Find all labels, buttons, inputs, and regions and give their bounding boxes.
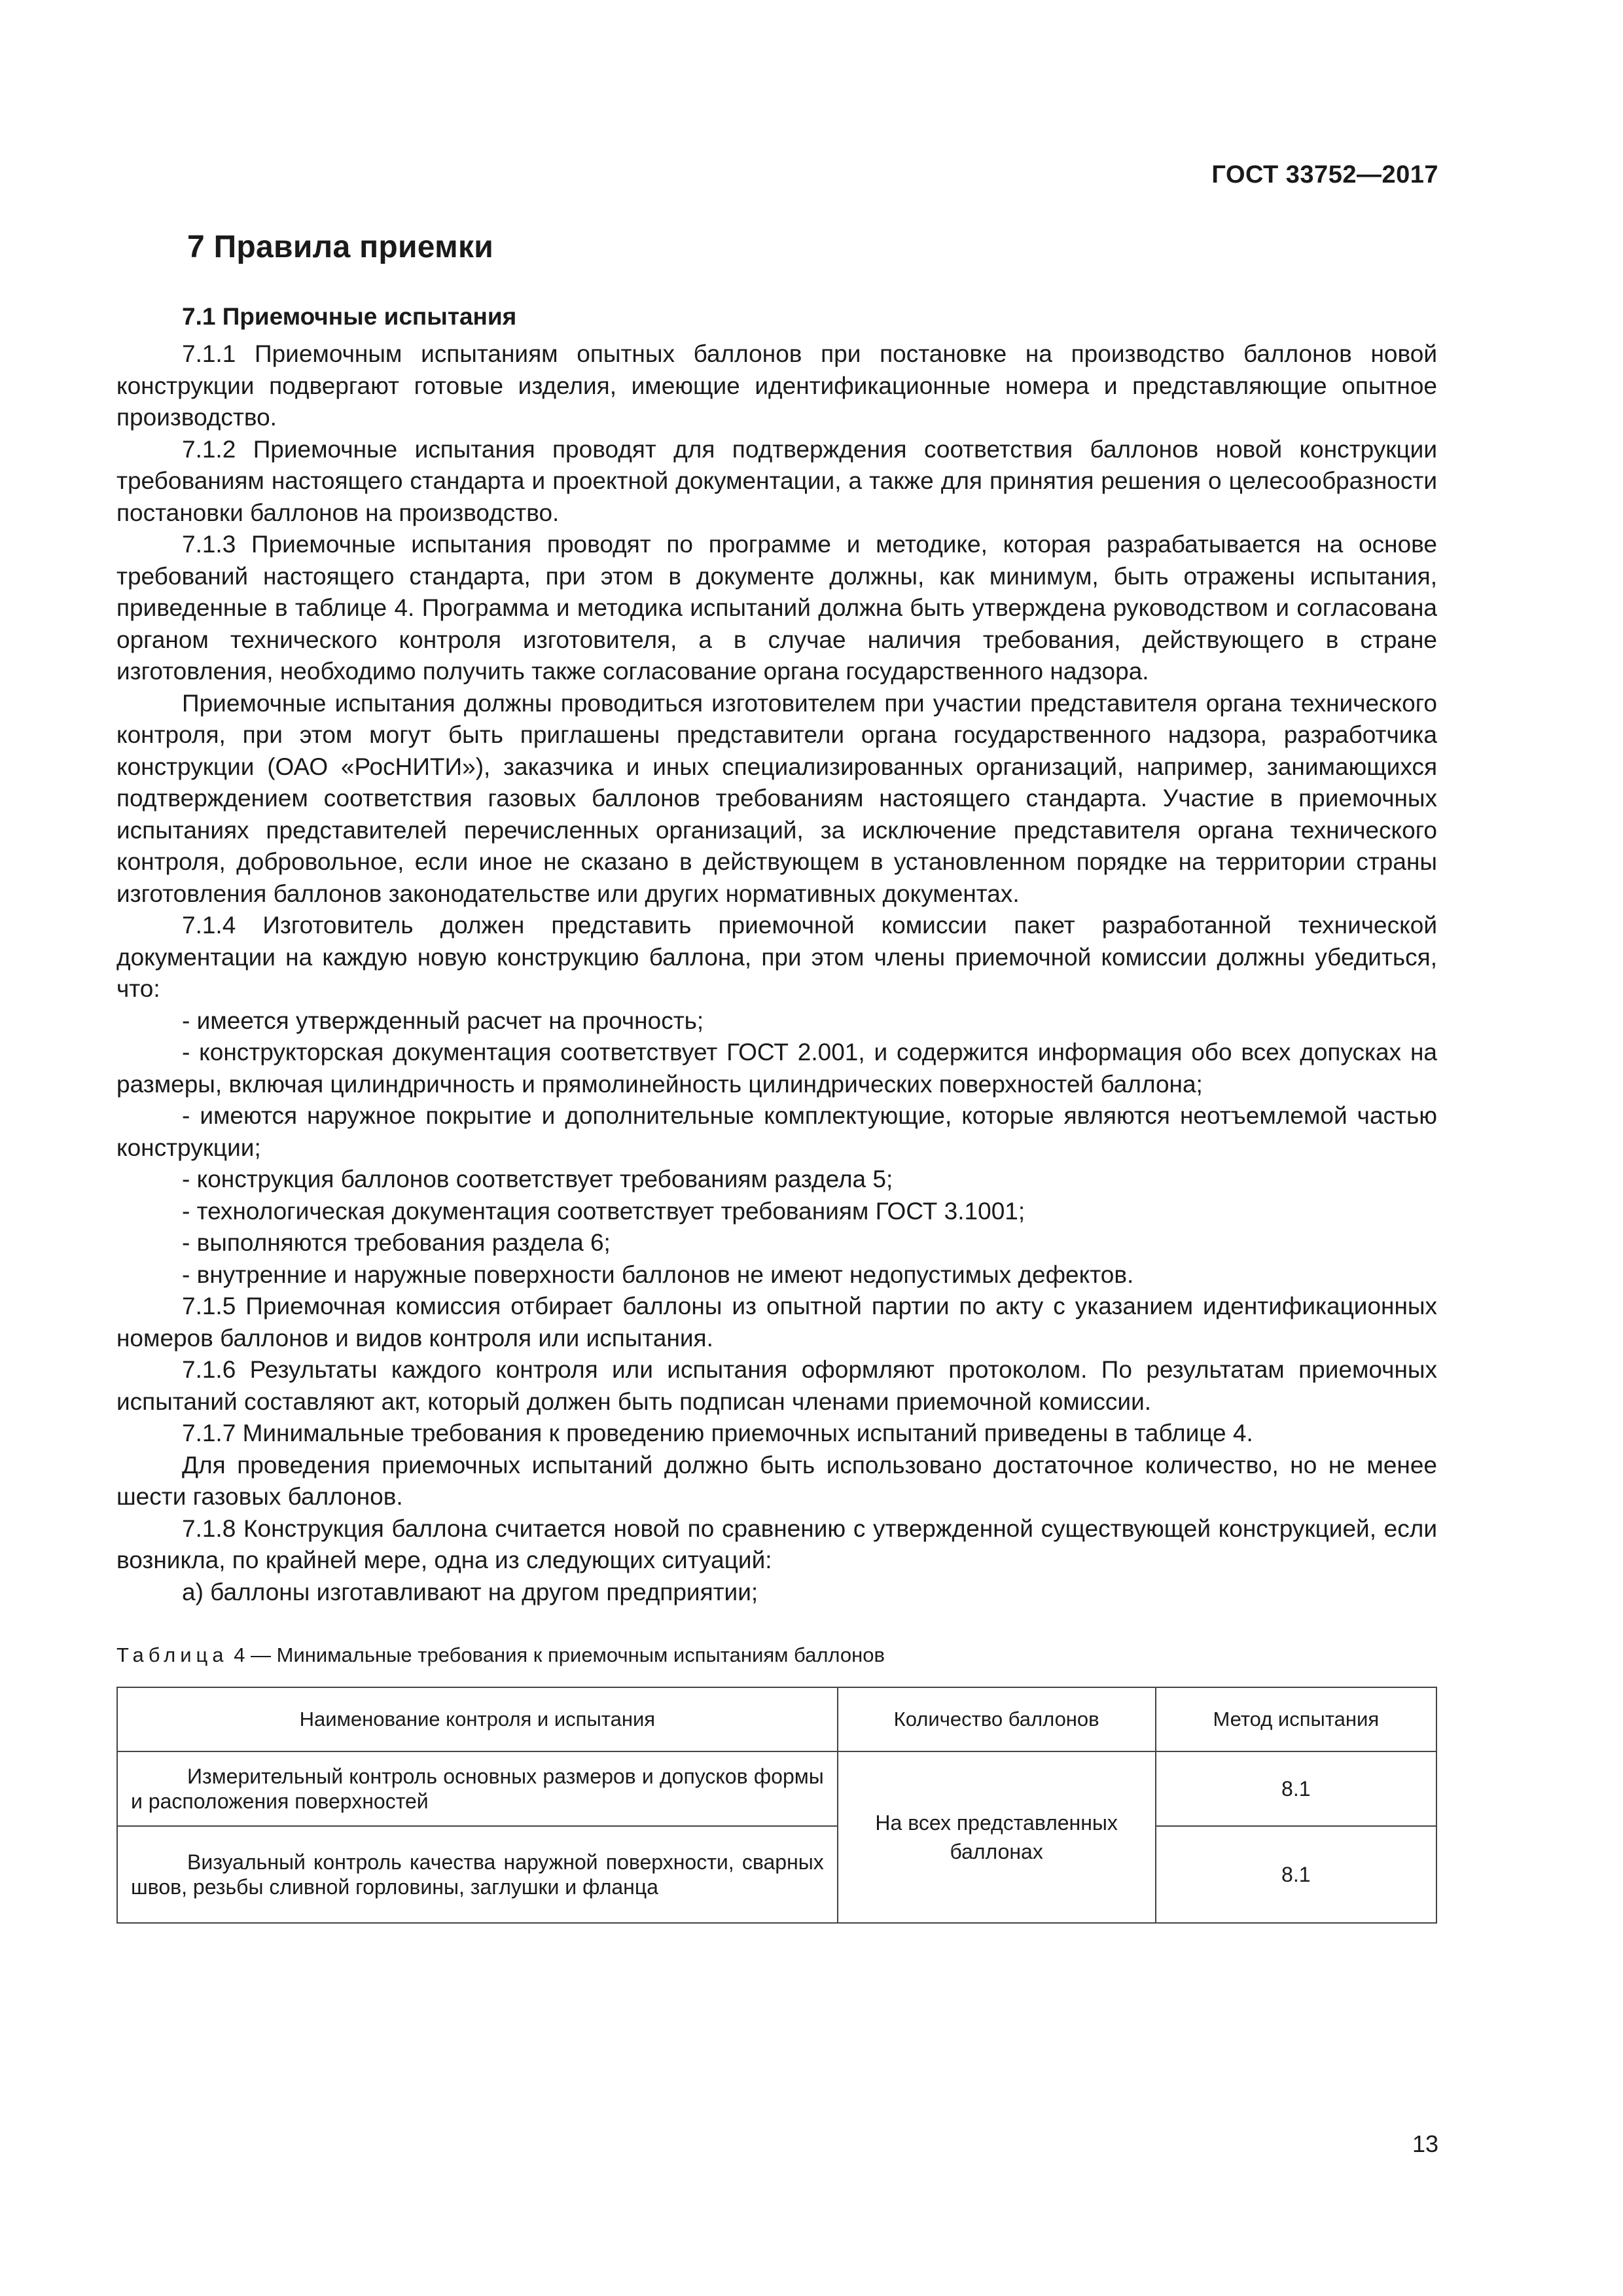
paragraph: Приемочные испытания должны проводиться изготовителем при участии представителя органа технического контроля, при этом могут быть приглашены представители органа государственного надзора, разработчика конструкции (ОАО «РосНИТИ»), заказчика и иных специализированных организаций, например, занимающихся подтверждением соответствия газовых баллонов требованиям настоящего стандарта. Участие в приемочных испытаниях представителей перечисленных организаций, за исключение представителя органа технического контроля, добровольное, если иное не сказано в действующем в установленном порядке на территории страны изготовления баллонов законодательстве или других нормативных документах.	[116, 689, 1437, 907]
quantity-cell: На всех представленных баллонах	[838, 1751, 1156, 1923]
paragraph-list	[116, 338, 1437, 1608]
control-name-cell: Визуальный контроль качества наружной поверхности, сварных швов, резьбы сливной горловины, заглушки и фланца	[117, 1826, 838, 1923]
column-header-quantity: Количество баллонов	[838, 1687, 1156, 1751]
document-body	[116, 229, 1437, 1924]
list-item: - технологическая документация соответствует требованиям ГОСТ 3.1001;	[182, 1197, 1026, 1225]
column-header-method: Метод испытания	[1156, 1687, 1436, 1751]
column-header-control: Наименование контроля и испытания	[117, 1687, 838, 1751]
table-caption-label: Таблица	[116, 1643, 228, 1666]
list-item: - имеется утвержденный расчет на прочность;	[182, 1007, 704, 1034]
list-item: - имеются наружное покрытие и дополнительные комплектующие, которые являются неотъемлемой частью конструкции;	[116, 1102, 1437, 1161]
control-name-cell: Измерительный контроль основных размеров и допусков формы и расположения поверхностей	[117, 1751, 838, 1826]
list-item: - конструкторская документация соответствует ГОСТ 2.001, и содержится информация обо всех допусках на размеры, включая цилиндричность и прямолинейность цилиндрических поверхностей баллона;	[116, 1039, 1437, 1098]
table-caption-text: 4 — Минимальные требования к приемочным испытаниям баллонов	[234, 1643, 885, 1666]
method-cell: 8.1	[1156, 1826, 1436, 1923]
list-item: - внутренние и наружные поверхности баллонов не имеют недопустимых дефектов.	[182, 1261, 1134, 1288]
list-item: а) баллоны изготавливают на другом предприятии;	[182, 1578, 758, 1605]
standard-designation: ГОСТ 33752—2017	[1211, 161, 1438, 188]
paragraph: 7.1.4 Изготовитель должен представить приемочной комиссии пакет разработанной технической документации на каждую новую конструкцию баллона, при этом члены приемочной комиссии должны убедиться, что:	[116, 912, 1437, 1002]
requirements-table	[116, 1687, 1437, 1924]
paragraph: 7.1.3 Приемочные испытания проводят по программе и методике, которая разрабатывается на основе требований настоящего стандарта, при этом в документе должны, как минимум, быть отражены испытания, приведенные в таблице 4. Программа и методика испытаний должна быть утверждена руководством и согласована органом технического контроля изготовителя, а в случае наличия требования, действующего в стране изготовления, необходимо получить также согласование органа государственного надзора.	[116, 531, 1437, 685]
paragraph: 7.1.7 Минимальные требования к проведению приемочных испытаний приведены в таблице 4.	[182, 1420, 1253, 1446]
paragraph: Для проведения приемочных испытаний должно быть использовано достаточное количество, но не менее шести газовых баллонов.	[116, 1451, 1437, 1510]
subsection-title: 7.1 Приемочные испытания	[182, 303, 517, 330]
table-row	[117, 1826, 1436, 1923]
table-row	[117, 1751, 1436, 1826]
table-caption	[116, 1643, 1437, 1667]
paragraph: 7.1.1 Приемочным испытаниям опытных баллонов при постановке на производство баллонов новой конструкции подвергают готовые изделия, имеющие идентификационные номера и представляющие опытное производство.	[116, 340, 1437, 431]
page-number: 13	[1412, 2130, 1438, 2157]
method-cell: 8.1	[1156, 1751, 1436, 1826]
table-header-row	[117, 1687, 1436, 1751]
section-title: 7 Правила приемки	[187, 230, 494, 264]
paragraph: 7.1.5 Приемочная комиссия отбирает баллоны из опытной партии по акту с указанием идентификационных номеров баллонов и видов контроля или испытания.	[116, 1293, 1437, 1352]
list-item: - конструкция баллонов соответствует требованиям раздела 5;	[182, 1166, 893, 1193]
paragraph: 7.1.2 Приемочные испытания проводят для подтверждения соответствия баллонов новой конструкции требованиям настоящего стандарта и проектной документации, а также для принятия решения о целесообразности постановки баллонов на производство.	[116, 435, 1437, 526]
list-item: - выполняются требования раздела 6;	[182, 1229, 611, 1256]
paragraph: 7.1.8 Конструкция баллона считается новой по сравнению с утвержденной существующей конструкцией, если возникла, по крайней мере, одна из следующих ситуаций:	[116, 1515, 1437, 1573]
paragraph: 7.1.6 Результаты каждого контроля или испытания оформляют протоколом. По результатам приемочных испытаний составляют акт, который должен быть подписан членами приемочной комиссии.	[116, 1356, 1437, 1415]
